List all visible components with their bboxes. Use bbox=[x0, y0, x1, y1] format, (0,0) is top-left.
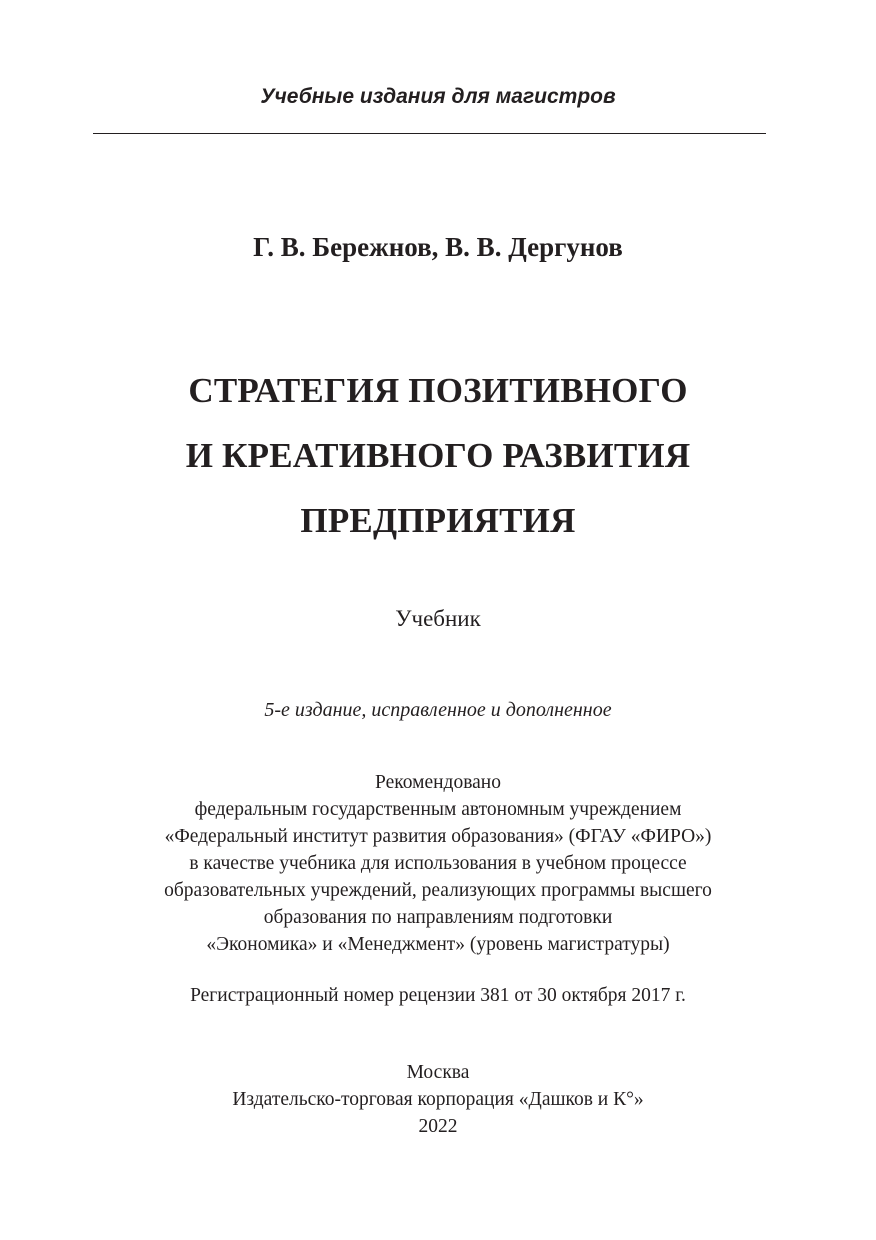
edition-note: 5-е издание, исправленное и дополненное bbox=[264, 699, 612, 721]
recommendation-block bbox=[0, 769, 876, 958]
imprint-publisher: Издательско-торговая корпорация «Дашков и К°» bbox=[232, 1089, 644, 1110]
imprint-block bbox=[0, 1059, 876, 1140]
recommendation-line: образовательных учреждений, реализующих программы высшего bbox=[164, 880, 712, 901]
recommendation-line: в качестве учебника для использования в учебном процессе bbox=[189, 853, 687, 874]
imprint-city: Москва bbox=[406, 1062, 470, 1083]
recommendation-line: образования по направлениям подготовки bbox=[263, 907, 613, 928]
recommendation-line: «Экономика» и «Менеджмент» (уровень магистратуры) bbox=[206, 934, 670, 955]
recommendation-line: федеральным государственным автономным учреждением bbox=[194, 799, 682, 820]
authors: Г. В. Бережнов, В. В. Дергунов bbox=[253, 232, 623, 262]
series-title: Учебные издания для магистров bbox=[260, 85, 616, 108]
registration-number: Регистрационный номер рецензии 381 от 30 октября 2017 г. bbox=[190, 985, 686, 1006]
imprint-year: 2022 bbox=[418, 1116, 458, 1137]
book-title-line-3: ПРЕДПРИЯТИЯ bbox=[300, 501, 576, 540]
recommendation-line: Рекомендовано bbox=[375, 772, 501, 793]
header-divider bbox=[93, 133, 766, 134]
book-title-line-1: СТРАТЕГИЯ ПОЗИТИВНОГО bbox=[188, 371, 688, 410]
publication-type: Учебник bbox=[395, 606, 481, 631]
recommendation-line: «Федеральный институт развития образования» (ФГАУ «ФИРО») bbox=[164, 826, 712, 847]
book-title-line-2: И КРЕАТИВНОГО РАЗВИТИЯ bbox=[185, 436, 691, 475]
